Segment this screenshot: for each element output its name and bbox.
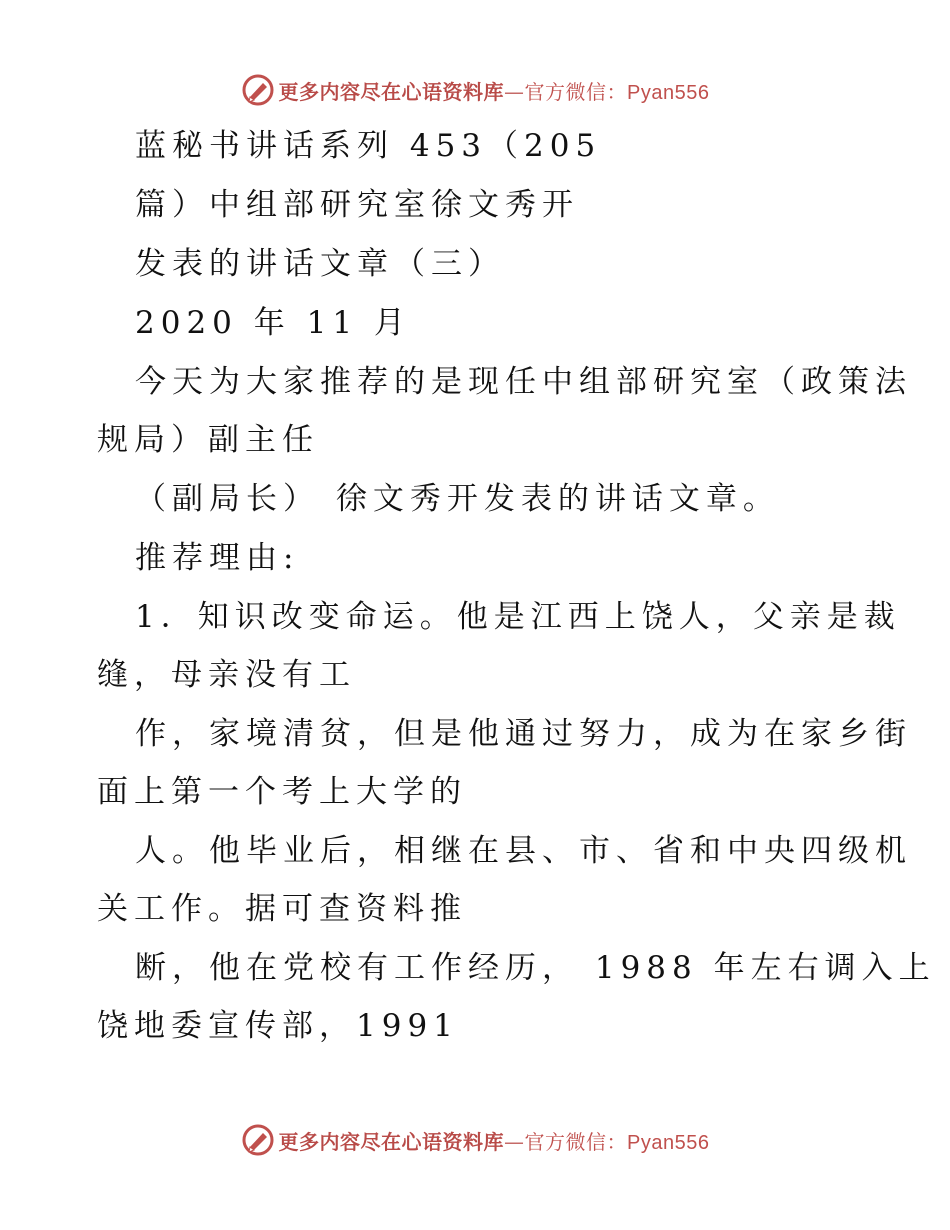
pen-logo-icon [241,73,275,107]
paragraph-line: 缝，母亲没有工 [97,657,356,693]
paragraph-line: 作，家境清贫，但是他通过努力，成为在家乡街 [135,716,912,752]
paragraph-line: 人。他毕业后，相继在县、市、省和中央四级机 [135,833,912,869]
title-line-3: 发表的讲话文章（三） [135,246,505,282]
paragraph-line: 断，他在党校有工作经历， 1988 年左右调入上 [135,950,936,986]
paragraph-line: 1．知识改变命运。他是江西上饶人，父亲是裁 [135,599,901,635]
watermark-official-label: 官方微信： [524,79,628,104]
pen-logo-icon [241,1123,275,1157]
paragraph-line: 关工作。据可查资料推 [97,891,467,927]
footer-watermark [0,1120,950,1160]
watermark-official-label: 官方微信： [524,1129,628,1154]
paragraph-line: （副局长） 徐文秀开发表的讲话文章。 [135,481,780,517]
watermark-main-text: 更多内容尽在心语资料库 [278,79,505,104]
title-line-2: 篇）中组部研究室徐文秀开 [135,187,579,223]
watermark-dash: — [504,79,525,104]
paragraph-line: 饶地委宣传部，1991 [97,1008,459,1044]
header-watermark [0,70,950,110]
paragraph-line: 面上第一个考上大学的 [97,774,467,810]
section-heading: 推荐理由: [135,540,300,576]
date-line: 2020 年 11 月 [135,305,411,341]
watermark-wechat-id: Pyan556 [627,81,710,104]
watermark-main-text: 更多内容尽在心语资料库 [278,1129,505,1154]
paragraph-line: 今天为大家推荐的是现任中组部研究室（政策法 [135,364,912,400]
watermark-dash: — [504,1129,525,1154]
title-line-1: 蓝秘书讲话系列 453（205 [135,128,602,164]
watermark-wechat-id: Pyan556 [627,1131,710,1154]
paragraph-line: 规局）副主任 [97,422,319,458]
